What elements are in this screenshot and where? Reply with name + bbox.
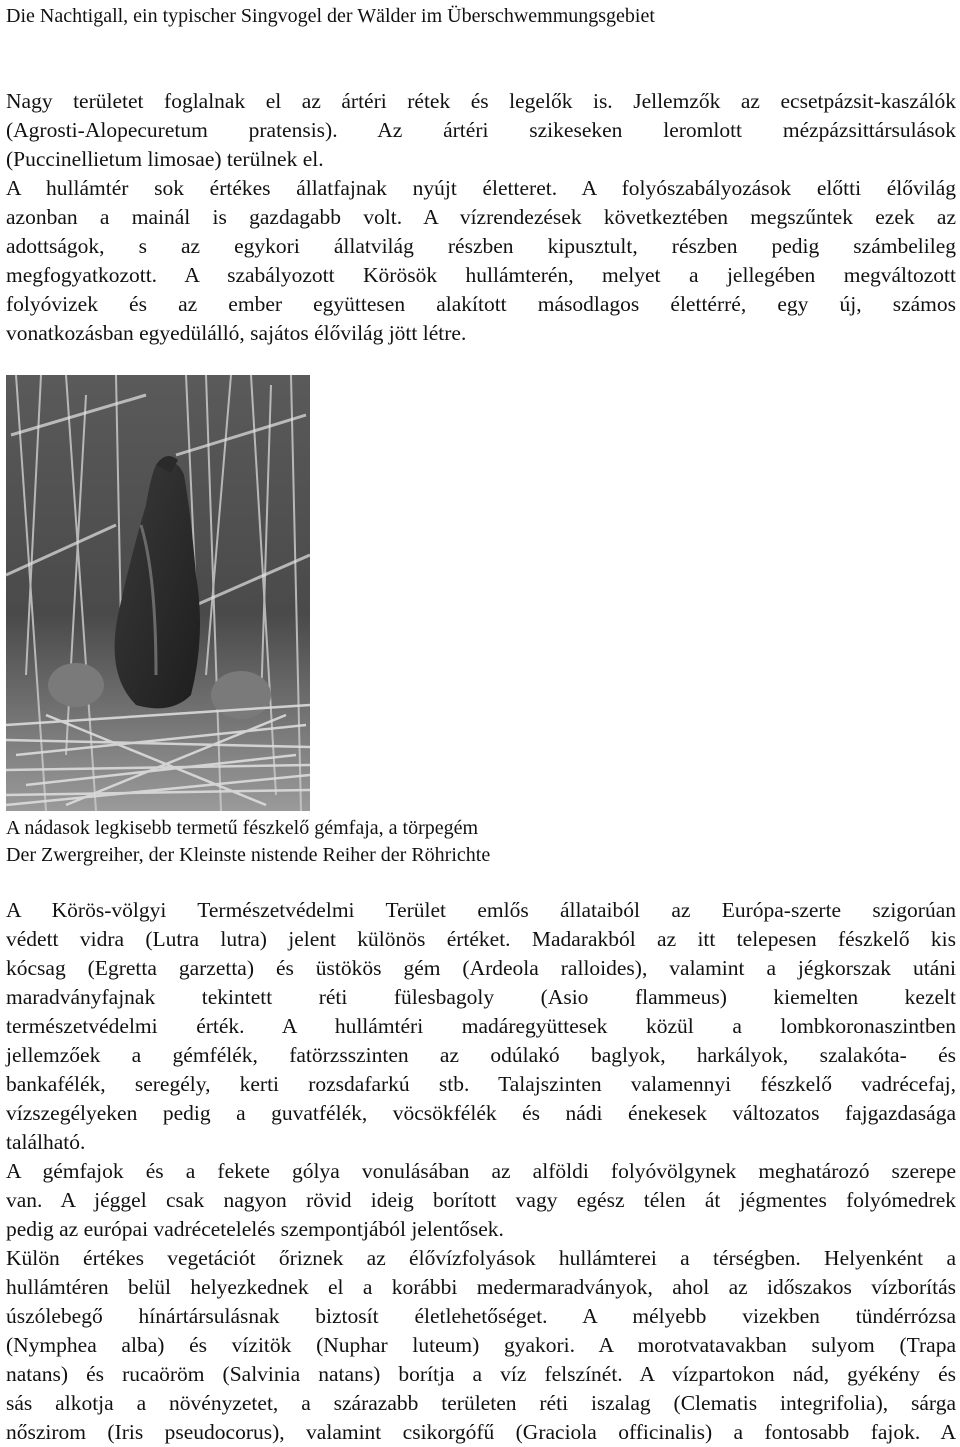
text-line: természetvédelmi érték. A hullámtéri madáregyüttesek közül a lombkoronaszintben xyxy=(6,1014,956,1038)
page-heading: Die Nachtigall, ein typischer Singvogel der Wälder im Überschwemmungsgebiet xyxy=(6,5,655,27)
text-line: natans) és rucaöröm (Salvinia natans) borítja a víz felszínét. A vízpartokon nád, gyékény és xyxy=(6,1362,956,1386)
text-line: A gémfajok és a fekete gólya vonulásában az alföldi folyóvölgynek meghatározó szerepe xyxy=(6,1159,956,1183)
text-line: vonatkozásban egyedülálló, sajátos élővilág jött létre. xyxy=(6,321,467,345)
text-line: bankafélék, seregély, kerti rozsdafarkú stb. Talajszinten valamennyi fészkelő vadrécefaj, xyxy=(6,1072,956,1096)
text-line: A hullámtér sok értékes állatfajnak nyújt életteret. A folyószabályozások előtti élővilág xyxy=(6,176,956,200)
text-line: maradványfajnak tekintett réti fülesbagoly (Asio flammeus) kiemelten kezelt xyxy=(6,985,956,1009)
text-line: hullámtéren belül helyezkednek el a korábbi medermaradványok, ahol az időszakos vízborítás xyxy=(6,1275,956,1299)
text-line: védett vidra (Lutra lutra) jelent különös értéket. Madarakból az itt telepesen fészkelő kis xyxy=(6,927,956,951)
photo-caption-hungarian: A nádasok legkisebb termetű fészkelő gémfaja, a törpegém xyxy=(6,817,479,839)
text-line: (Agrosti-Alopecuretum pratensis). Az ártéri szikeseken leromlott mézpázsittársulások xyxy=(6,118,956,142)
text-line: megfogyatkozott. A szabályozott Körösök hullámterén, melyet a jellegében megváltozott xyxy=(6,263,956,287)
text-line: pedig az európai vadrécetelelés szempontjából jelentősek. xyxy=(6,1217,504,1241)
text-line: nőszirom (Iris pseudocorus), valamint csikorgófű (Graciola officinalis) a fontosabb fajok. A xyxy=(6,1420,956,1444)
text-line: azonban a mainál is gazdagabb volt. A vízrendezések következtében megszűntek ezek az xyxy=(6,205,956,229)
text-line: (Nymphea alba) és vízitök (Nuphar luteum) gyakori. A morotvatavakban sulyom (Trapa xyxy=(6,1333,956,1357)
text-line: A Körös-völgyi Természetvédelmi Terület emlős állataiból az Európa-szerte szigorúan xyxy=(6,898,956,922)
bird-photo xyxy=(6,375,310,811)
text-line: jellemzőek a gémfélék, fatörzsszinten az odúlakó baglyok, harkályok, szalakóta- és xyxy=(6,1043,956,1067)
text-line: (Puccinellietum limosae) terülnek el. xyxy=(6,147,324,171)
photo-caption-german: Der Zwergreiher, der Kleinste nistende Reiher der Röhrichte xyxy=(6,844,491,866)
text-line: sás alkotja a növényzetet, a szárazabb területen réti iszalag (Clematis integrifolia), sárga xyxy=(6,1391,956,1415)
text-line: van. A jéggel csak nagyon rövid ideig borított vagy egész télen át jégmentes folyómedrek xyxy=(6,1188,956,1212)
text-line: adottságok, s az egykori állatvilág részben kipusztult, részben pedig számbelileg xyxy=(6,234,956,258)
text-line: folyóvizek és az ember együttesen alakított másodlagos élettérré, egy új, számos xyxy=(6,292,956,316)
text-line: Külön értékes vegetációt őriznek az élővízfolyások hullámterei a térségben. Helyenként a xyxy=(6,1246,956,1270)
text-line: Nagy területet foglalnak el az ártéri rétek és legelők is. Jellemzők az ecsetpázsit-kaszálók xyxy=(6,89,956,113)
text-line: található. xyxy=(6,1130,86,1154)
text-line: vízszegélyeken pedig a guvatfélék, vöcsökfélék és nádi énekesek változatos fajgazdasága xyxy=(6,1101,956,1125)
text-line: kócsag (Egretta garzetta) és üstökös gém (Ardeola ralloides), valamint a jégkorszak utáni xyxy=(6,956,956,980)
text-line: úszólebegő hínártársulásnak biztosít életlehetőséget. A mélyebb vizekben tündérrózsa xyxy=(6,1304,956,1328)
